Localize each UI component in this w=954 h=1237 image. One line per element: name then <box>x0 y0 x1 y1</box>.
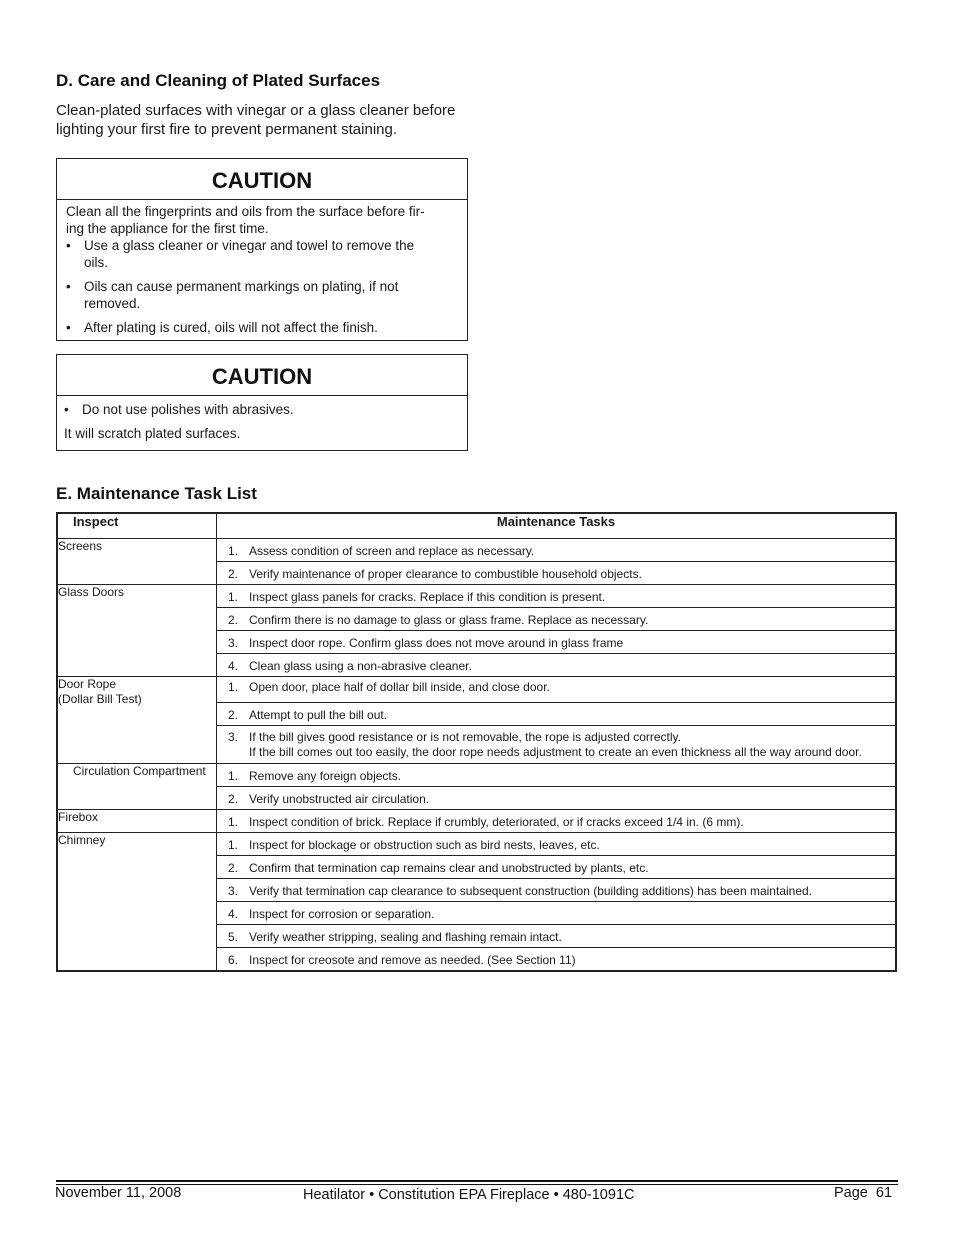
caution-intro-line: ing the appliance for the first time. <box>66 221 269 236</box>
task-cell <box>217 703 897 726</box>
bullet-glyph: • <box>66 279 71 294</box>
task-number: 1. <box>228 544 239 558</box>
task-text: Inspect for creosote and remove as needed. (See Section 11) <box>249 953 576 967</box>
task-number: 1. <box>228 590 239 604</box>
task-cell <box>217 925 897 948</box>
task-text: Inspect glass panels for cracks. Replace if this condition is present. <box>249 590 606 604</box>
task-number: 5. <box>228 930 239 944</box>
inspect-cell: Chimney <box>57 833 217 972</box>
bullet-text: After plating is cured, oils will not affect the finish. <box>84 320 378 335</box>
task-number: 1. <box>228 815 239 829</box>
caution-note: It will scratch plated surfaces. <box>64 426 241 441</box>
table-row <box>57 677 896 703</box>
column-header-tasks: Maintenance Tasks <box>217 513 897 539</box>
task-text-line: If the bill gives good resistance or is not removable, the rope is adjusted correctly. <box>249 730 681 744</box>
task-number: 1. <box>228 769 239 783</box>
bullet-text: oils. <box>84 255 109 270</box>
task-cell <box>217 562 897 585</box>
inspect-cell: Firebox <box>57 810 217 833</box>
caution-title: CAUTION <box>57 159 467 200</box>
bullet-glyph: • <box>66 238 71 253</box>
footer-rule <box>56 1184 898 1185</box>
bullet-text: removed. <box>84 296 141 311</box>
table-row <box>57 539 896 562</box>
task-text: Inspect for corrosion or separation. <box>249 907 435 921</box>
caution-box-polishes <box>56 354 468 451</box>
task-text: Inspect for blockage or obstruction such as bird nests, leaves, etc. <box>249 838 600 852</box>
task-text: Open door, place half of dollar bill inside, and close door. <box>249 680 550 694</box>
footer-rule <box>56 1180 898 1182</box>
caution-bullet <box>66 278 459 312</box>
task-text: Remove any foreign objects. <box>249 769 402 783</box>
caution-title: CAUTION <box>57 355 467 396</box>
section-d-heading: D. Care and Cleaning of Plated Surfaces <box>56 71 381 90</box>
task-text: Verify maintenance of proper clearance to combustible household objects. <box>249 567 642 581</box>
task-cell <box>217 608 897 631</box>
footer-page-number: Page 61 <box>834 1185 893 1201</box>
task-text: Confirm that termination cap remains clear and unobstructed by plants, etc. <box>249 861 649 875</box>
column-header-inspect: Inspect <box>57 513 217 539</box>
section-e-heading: E. Maintenance Task List <box>56 484 257 503</box>
inspect-cell: Screens <box>57 539 217 585</box>
paragraph-line: lighting your first fire to prevent permanent staining. <box>56 121 398 138</box>
task-number: 3. <box>228 884 239 898</box>
task-number: 1. <box>228 838 239 852</box>
task-text-line: If the bill comes out too easily, the door rope needs adjustment to create an even thickness all the way around door. <box>249 745 862 759</box>
inspect-cell: Circulation Compartment <box>57 764 217 810</box>
table-row <box>57 810 896 833</box>
inspect-sublabel: (Dollar Bill Test) <box>58 692 142 706</box>
task-number: 6. <box>228 953 239 967</box>
task-cell <box>217 631 897 654</box>
task-cell <box>217 726 897 764</box>
task-number: 1. <box>228 680 239 694</box>
task-text: Confirm there is no damage to glass or glass frame. Replace as necessary. <box>249 613 649 627</box>
table-row <box>57 585 896 608</box>
task-number: 4. <box>228 659 239 673</box>
task-number: 2. <box>228 567 239 581</box>
inspect-cell <box>57 677 217 764</box>
caution-intro <box>66 203 459 237</box>
caution-body <box>57 200 467 336</box>
task-text <box>217 726 895 760</box>
task-cell <box>217 833 897 856</box>
task-number: 2. <box>228 613 239 627</box>
task-text: Inspect condition of brick. Replace if crumbly, deteriorated, or if cracks exceed 1/4 in. (6 mm). <box>249 815 744 829</box>
task-cell <box>217 856 897 879</box>
task-cell <box>217 677 897 703</box>
task-text: Verify unobstructed air circulation. <box>249 792 430 806</box>
task-cell <box>217 879 897 902</box>
section-d-paragraph <box>56 101 455 139</box>
caution-box-fingerprints <box>56 158 468 341</box>
task-cell <box>217 585 897 608</box>
task-cell <box>217 787 897 810</box>
bullet-glyph: • <box>66 320 71 335</box>
caution-bullet <box>66 319 459 336</box>
bullet-glyph: • <box>64 402 69 417</box>
task-cell <box>217 654 897 677</box>
task-number: 2. <box>228 708 239 722</box>
footer-date: November 11, 2008 <box>55 1185 182 1201</box>
task-number: 2. <box>228 861 239 875</box>
task-text: Attempt to pull the bill out. <box>249 708 388 722</box>
bullet-text: Oils can cause permanent markings on plating, if not <box>84 279 399 294</box>
task-text: Clean glass using a non-abrasive cleaner. <box>249 659 472 673</box>
task-cell <box>217 948 897 972</box>
task-cell <box>217 539 897 562</box>
task-number: 3. <box>228 730 239 744</box>
task-number: 2. <box>228 792 239 806</box>
task-text: Assess condition of screen and replace as necessary. <box>249 544 535 558</box>
table-row <box>57 833 896 856</box>
caution-bullet <box>66 237 459 271</box>
caution-bullet <box>64 401 459 418</box>
bullet-text: Use a glass cleaner or vinegar and towel to remove the <box>84 238 415 253</box>
task-text: Verify that termination cap clearance to subsequent construction (building additions) has been maintained. <box>249 884 813 898</box>
caution-body <box>57 396 467 442</box>
task-text: Verify weather stripping, sealing and flashing remain intact. <box>249 930 562 944</box>
task-number: 3. <box>228 636 239 650</box>
task-number: 4. <box>228 907 239 921</box>
task-cell <box>217 810 897 833</box>
bullet-text: Do not use polishes with abrasives. <box>82 402 294 417</box>
footer-title: Heatilator • Constitution EPA Fireplace • 480-1091C <box>303 1187 635 1203</box>
task-text: Inspect door rope. Confirm glass does not move around in glass frame <box>249 636 624 650</box>
caution-intro-line: Clean all the fingerprints and oils from the surface before fir- <box>66 204 425 219</box>
table-row <box>57 764 896 787</box>
inspect-cell: Glass Doors <box>57 585 217 677</box>
table-header-row <box>57 513 896 539</box>
paragraph-line: Clean-plated surfaces with vinegar or a glass cleaner before <box>56 102 456 119</box>
task-cell <box>217 902 897 925</box>
task-cell <box>217 764 897 787</box>
inspect-label: Door Rope <box>58 677 117 691</box>
maintenance-task-table <box>56 512 897 972</box>
